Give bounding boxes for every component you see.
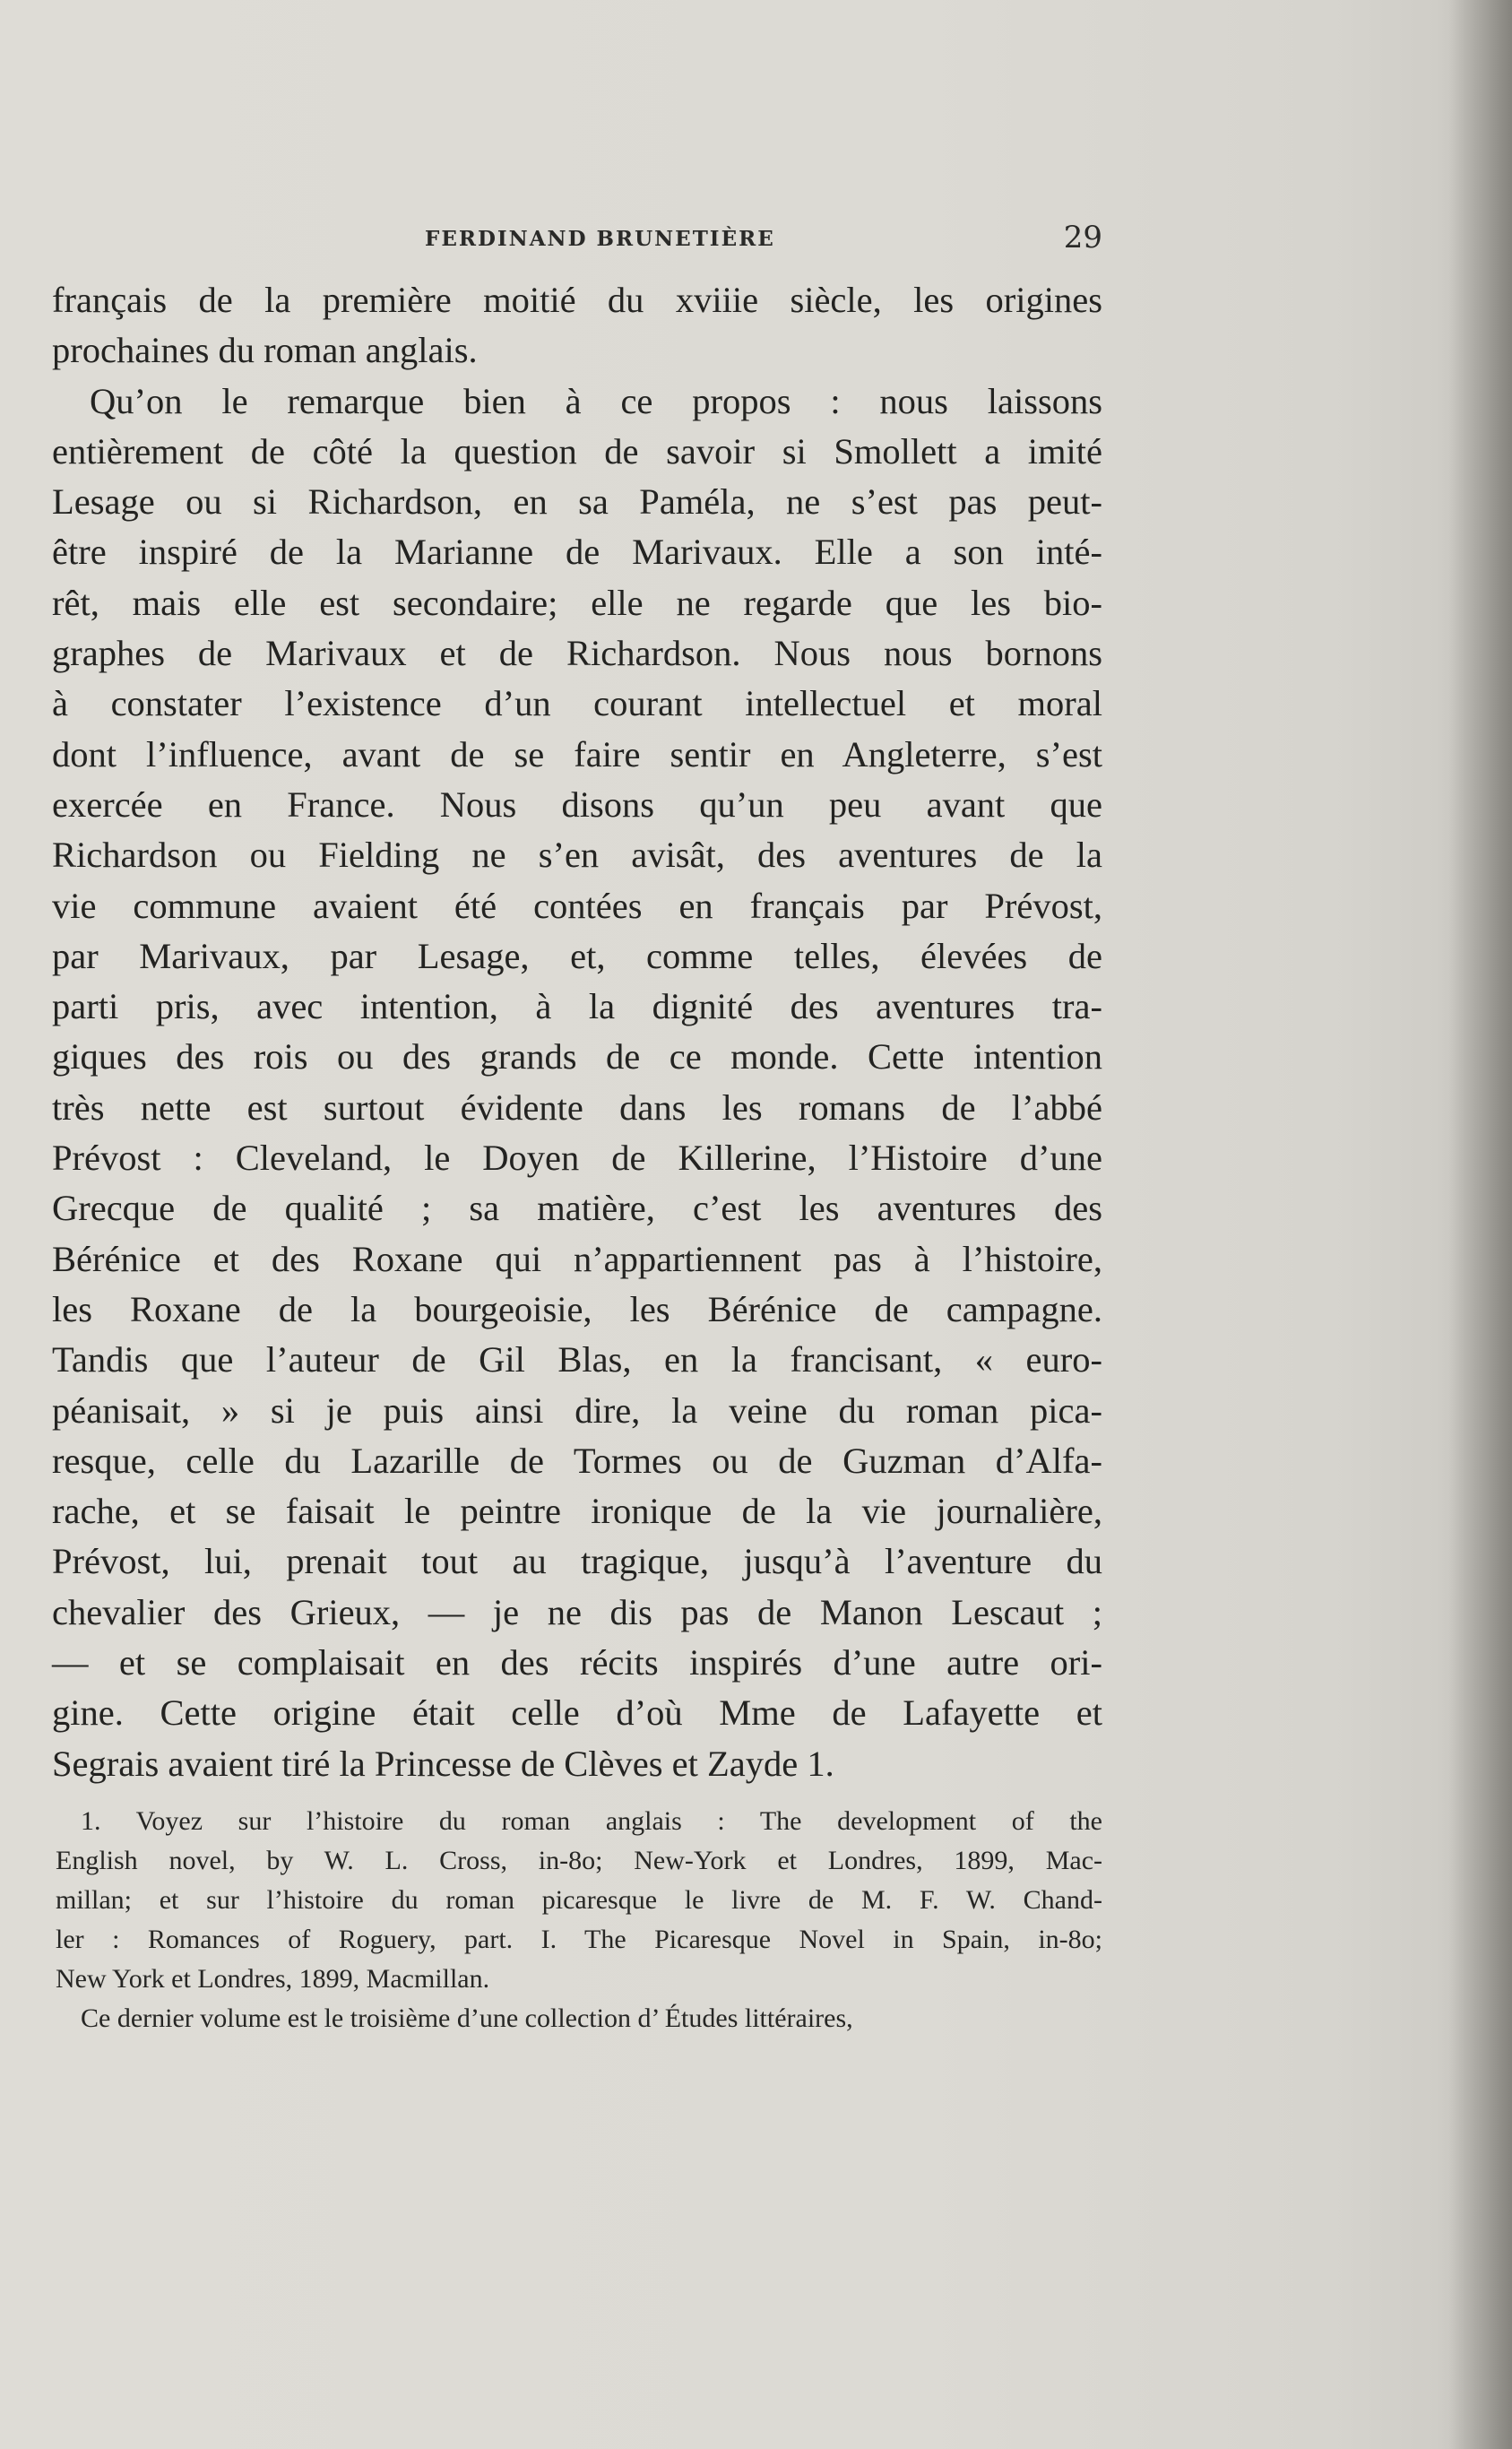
body-line: Grecque de qualité ; sa matière, c’est les aventures des	[52, 1188, 1102, 1229]
body-line: vie commune avaient été contées en français par Prévost,	[52, 885, 1102, 926]
body-line: les Roxane de la bourgeoisie, les Bérénice de campagne.	[52, 1288, 1102, 1329]
body-line: à constater l’existence d’un courant intellectuel et moral	[52, 683, 1102, 724]
body-line: graphes de Marivaux et de Richardson. Nous nous bornons	[52, 633, 1102, 674]
running-title: FERDINAND BRUNETIÈRE	[425, 227, 775, 251]
footnotes	[56, 1802, 1102, 2038]
body-line: être inspiré de la Marianne de Marivaux. Elle a son inté-	[52, 532, 1102, 573]
body-line: péanisait, » si je puis ainsi dire, la veine du roman pica-	[52, 1389, 1102, 1431]
body-line: Richardson ou Fielding ne s’en avisât, des aventures de la	[52, 835, 1102, 876]
body-line: — et se complaisait en des récits inspirés d’une autre ori-	[52, 1642, 1102, 1683]
footnote-line: millan; et sur l’histoire du roman picaresque le livre de M. F. W. Chand-	[56, 1885, 1102, 1915]
body-line: Lesage ou si Richardson, en sa Paméla, ne s’est pas peut-	[52, 481, 1102, 523]
body-line: entièrement de côté la question de savoir si Smollett a imité	[52, 430, 1102, 472]
body-line: dont l’influence, avant de se faire sentir en Angleterre, s’est	[52, 733, 1102, 775]
body-line: Segrais avaient tiré la Princesse de Clèves et Zayde 1.	[52, 1743, 834, 1784]
footnote-line: 1. Voyez sur l’histoire du roman anglais : The development of the	[81, 1806, 1102, 1836]
body-line: exercée en France. Nous disons qu’un peu avant que	[52, 783, 1102, 825]
footnote-line: New York et Londres, 1899, Macmillan.	[56, 1964, 490, 1994]
body-line: Bérénice et des Roxane qui n’appartiennent pas à l’histoire,	[52, 1238, 1102, 1279]
body-line: Tandis que l’auteur de Gil Blas, en la francisant, « euro-	[52, 1339, 1102, 1380]
body-line: gine. Cette origine était celle d’où Mme de Lafayette et	[52, 1692, 1102, 1734]
body-line: prochaines du roman anglais.	[52, 330, 478, 371]
body-line: Prévost : Cleveland, le Doyen de Killerine, l’Histoire d’une	[52, 1138, 1102, 1179]
body-line: giques des rois ou des grands de ce monde. Cette intention	[52, 1036, 1102, 1077]
body-line: français de la première moitié du xviiie siècle, les origines	[52, 280, 1102, 320]
body-line: Qu’on le remarque bien à ce propos : nous laissons	[90, 380, 1102, 421]
body-line: parti pris, avec intention, à la dignité des aventures tra-	[52, 986, 1102, 1027]
body-line: rêt, mais elle est secondaire; elle ne regarde que les bio-	[52, 582, 1102, 623]
body-line: chevalier des Grieux, — je ne dis pas de Manon Lescaut ;	[52, 1591, 1102, 1632]
footnote-line: ler : Romances of Roguery, part. I. The Picaresque Novel in Spain, in-8o;	[56, 1925, 1102, 1954]
footnote-line: English novel, by W. L. Cross, in-8o; New-York et Londres, 1899, Mac-	[56, 1846, 1102, 1875]
body-line: resque, celle du Lazarille de Tormes ou de Guzman d’Alfa-	[52, 1440, 1102, 1481]
body-text	[52, 275, 1102, 1789]
page-number: 29	[1063, 220, 1102, 255]
body-line: Prévost, lui, prenait tout au tragique, jusqu’à l’aventure du	[52, 1541, 1102, 1582]
page-gutter-shadow	[1449, 0, 1512, 2449]
body-line: rache, et se faisait le peintre ironique de la vie journalière,	[52, 1491, 1102, 1532]
running-head	[54, 220, 1102, 255]
body-line: très nette est surtout évidente dans les romans de l’abbé	[52, 1086, 1102, 1128]
footnote-line: Ce dernier volume est le troisième d’une collection d’ Études littéraires,	[81, 2003, 853, 2033]
body-line: par Marivaux, par Lesage, et, comme telles, élevées de	[52, 935, 1102, 976]
